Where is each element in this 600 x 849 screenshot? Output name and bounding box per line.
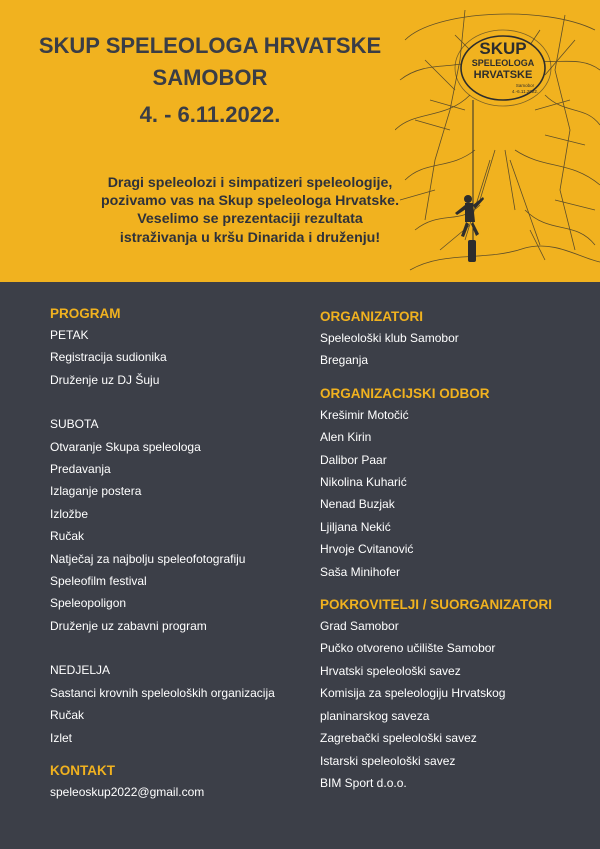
header-panel	[0, 0, 600, 282]
program-item: Izlaganje postera	[50, 484, 142, 499]
contact-email[interactable]: speleoskup2022@gmail.com	[50, 784, 205, 799]
organizer-item: Breganja	[320, 353, 369, 368]
program-item: Ručak	[50, 708, 85, 723]
intro-line: istraživanja u kršu Dinarida i druženju!	[119, 229, 381, 246]
contact-heading: KONTAKT	[50, 762, 115, 778]
committee-member: Ljiljana Nekić	[320, 519, 391, 534]
program-item: Izlet	[50, 730, 73, 745]
program-item: Druženje uz zabavni program	[50, 618, 207, 633]
day-label-sunday: NEDJELJA	[50, 663, 111, 678]
sponsor-item: Istarski speleološki savez	[320, 753, 456, 768]
committee-member: Saša Minihofer	[320, 564, 401, 579]
program-item: Izložbe	[50, 506, 89, 521]
poster-dates: 4. - 6.11.2022.	[139, 102, 281, 127]
committee-heading: ORGANIZACIJSKI ODBOR	[320, 385, 490, 401]
logo-line5: 4.-6.11.2022.	[511, 89, 539, 94]
organizers-column	[320, 304, 590, 794]
program-item: Ručak	[50, 529, 85, 544]
program-item: Sastanci krovnih speleoloških organizacija	[50, 685, 275, 700]
organizers-heading: ORGANIZATORI	[320, 309, 423, 324]
logo-line4: Samobor	[515, 83, 535, 88]
sponsors-heading: POKROVITELJI / SUORGANIZATORI	[320, 597, 553, 613]
committee-member: Dalibor Paar	[320, 452, 387, 467]
sponsor-item: Hrvatski speleološki savez	[320, 663, 461, 678]
program-item: Speleopoligon	[50, 596, 127, 611]
logo-line1: SKUP	[479, 39, 527, 58]
committee-member: Alen Kirin	[320, 430, 372, 445]
poster-location: SAMOBOR	[152, 65, 268, 90]
committee-member: Nenad Buzjak	[320, 497, 395, 512]
program-item: Predavanja	[50, 462, 111, 477]
program-item: Otvaranje Skupa speleologa	[50, 439, 201, 454]
program-heading: PROGRAM	[50, 306, 121, 321]
day-label-saturday: SUBOTA	[50, 417, 99, 432]
logo-line2: SPELEOLOGA	[471, 58, 535, 68]
poster-title: SKUP SPELEOLOGA HRVATSKE	[38, 33, 382, 58]
sponsor-item: planinarskog saveza	[320, 708, 430, 723]
intro-line: Veselimo se prezentaciji rezultata	[137, 211, 363, 228]
committee-member: Krešimir Motočić	[320, 407, 409, 422]
program-item: Natječaj za najbolju speleofotografiju	[50, 551, 246, 566]
intro-line: Dragi speleolozi i simpatizeri speleologije,	[107, 175, 393, 191]
committee-member: Nikolina Kuharić	[320, 475, 407, 490]
day-label-friday: PETAK	[50, 328, 89, 342]
intro-line: pozivamo vas na Skup speleologa Hrvatske.	[100, 193, 400, 210]
sponsor-item: Grad Samobor	[320, 619, 399, 634]
organizer-item: Speleološki klub Samobor	[320, 331, 459, 345]
program-column	[50, 304, 300, 803]
sponsor-item: BIM Sport d.o.o.	[320, 775, 407, 790]
sponsor-item: Pučko otvoreno učilište Samobor	[320, 641, 496, 656]
sponsor-item: Zagrebački speleološki savez	[320, 731, 477, 746]
cave-illustration	[395, 0, 600, 282]
logo-line3: HRVATSKE	[473, 69, 533, 81]
sponsor-item: Komisija za speleologiju Hrvatskog	[320, 686, 506, 701]
program-item: Druženje uz DJ Šuju	[50, 372, 160, 387]
intro-text	[70, 174, 430, 247]
program-item: Registracija sudionika	[50, 350, 167, 365]
program-item: Speleofilm festival	[50, 574, 147, 589]
committee-member: Hrvoje Cvitanović	[320, 542, 414, 557]
